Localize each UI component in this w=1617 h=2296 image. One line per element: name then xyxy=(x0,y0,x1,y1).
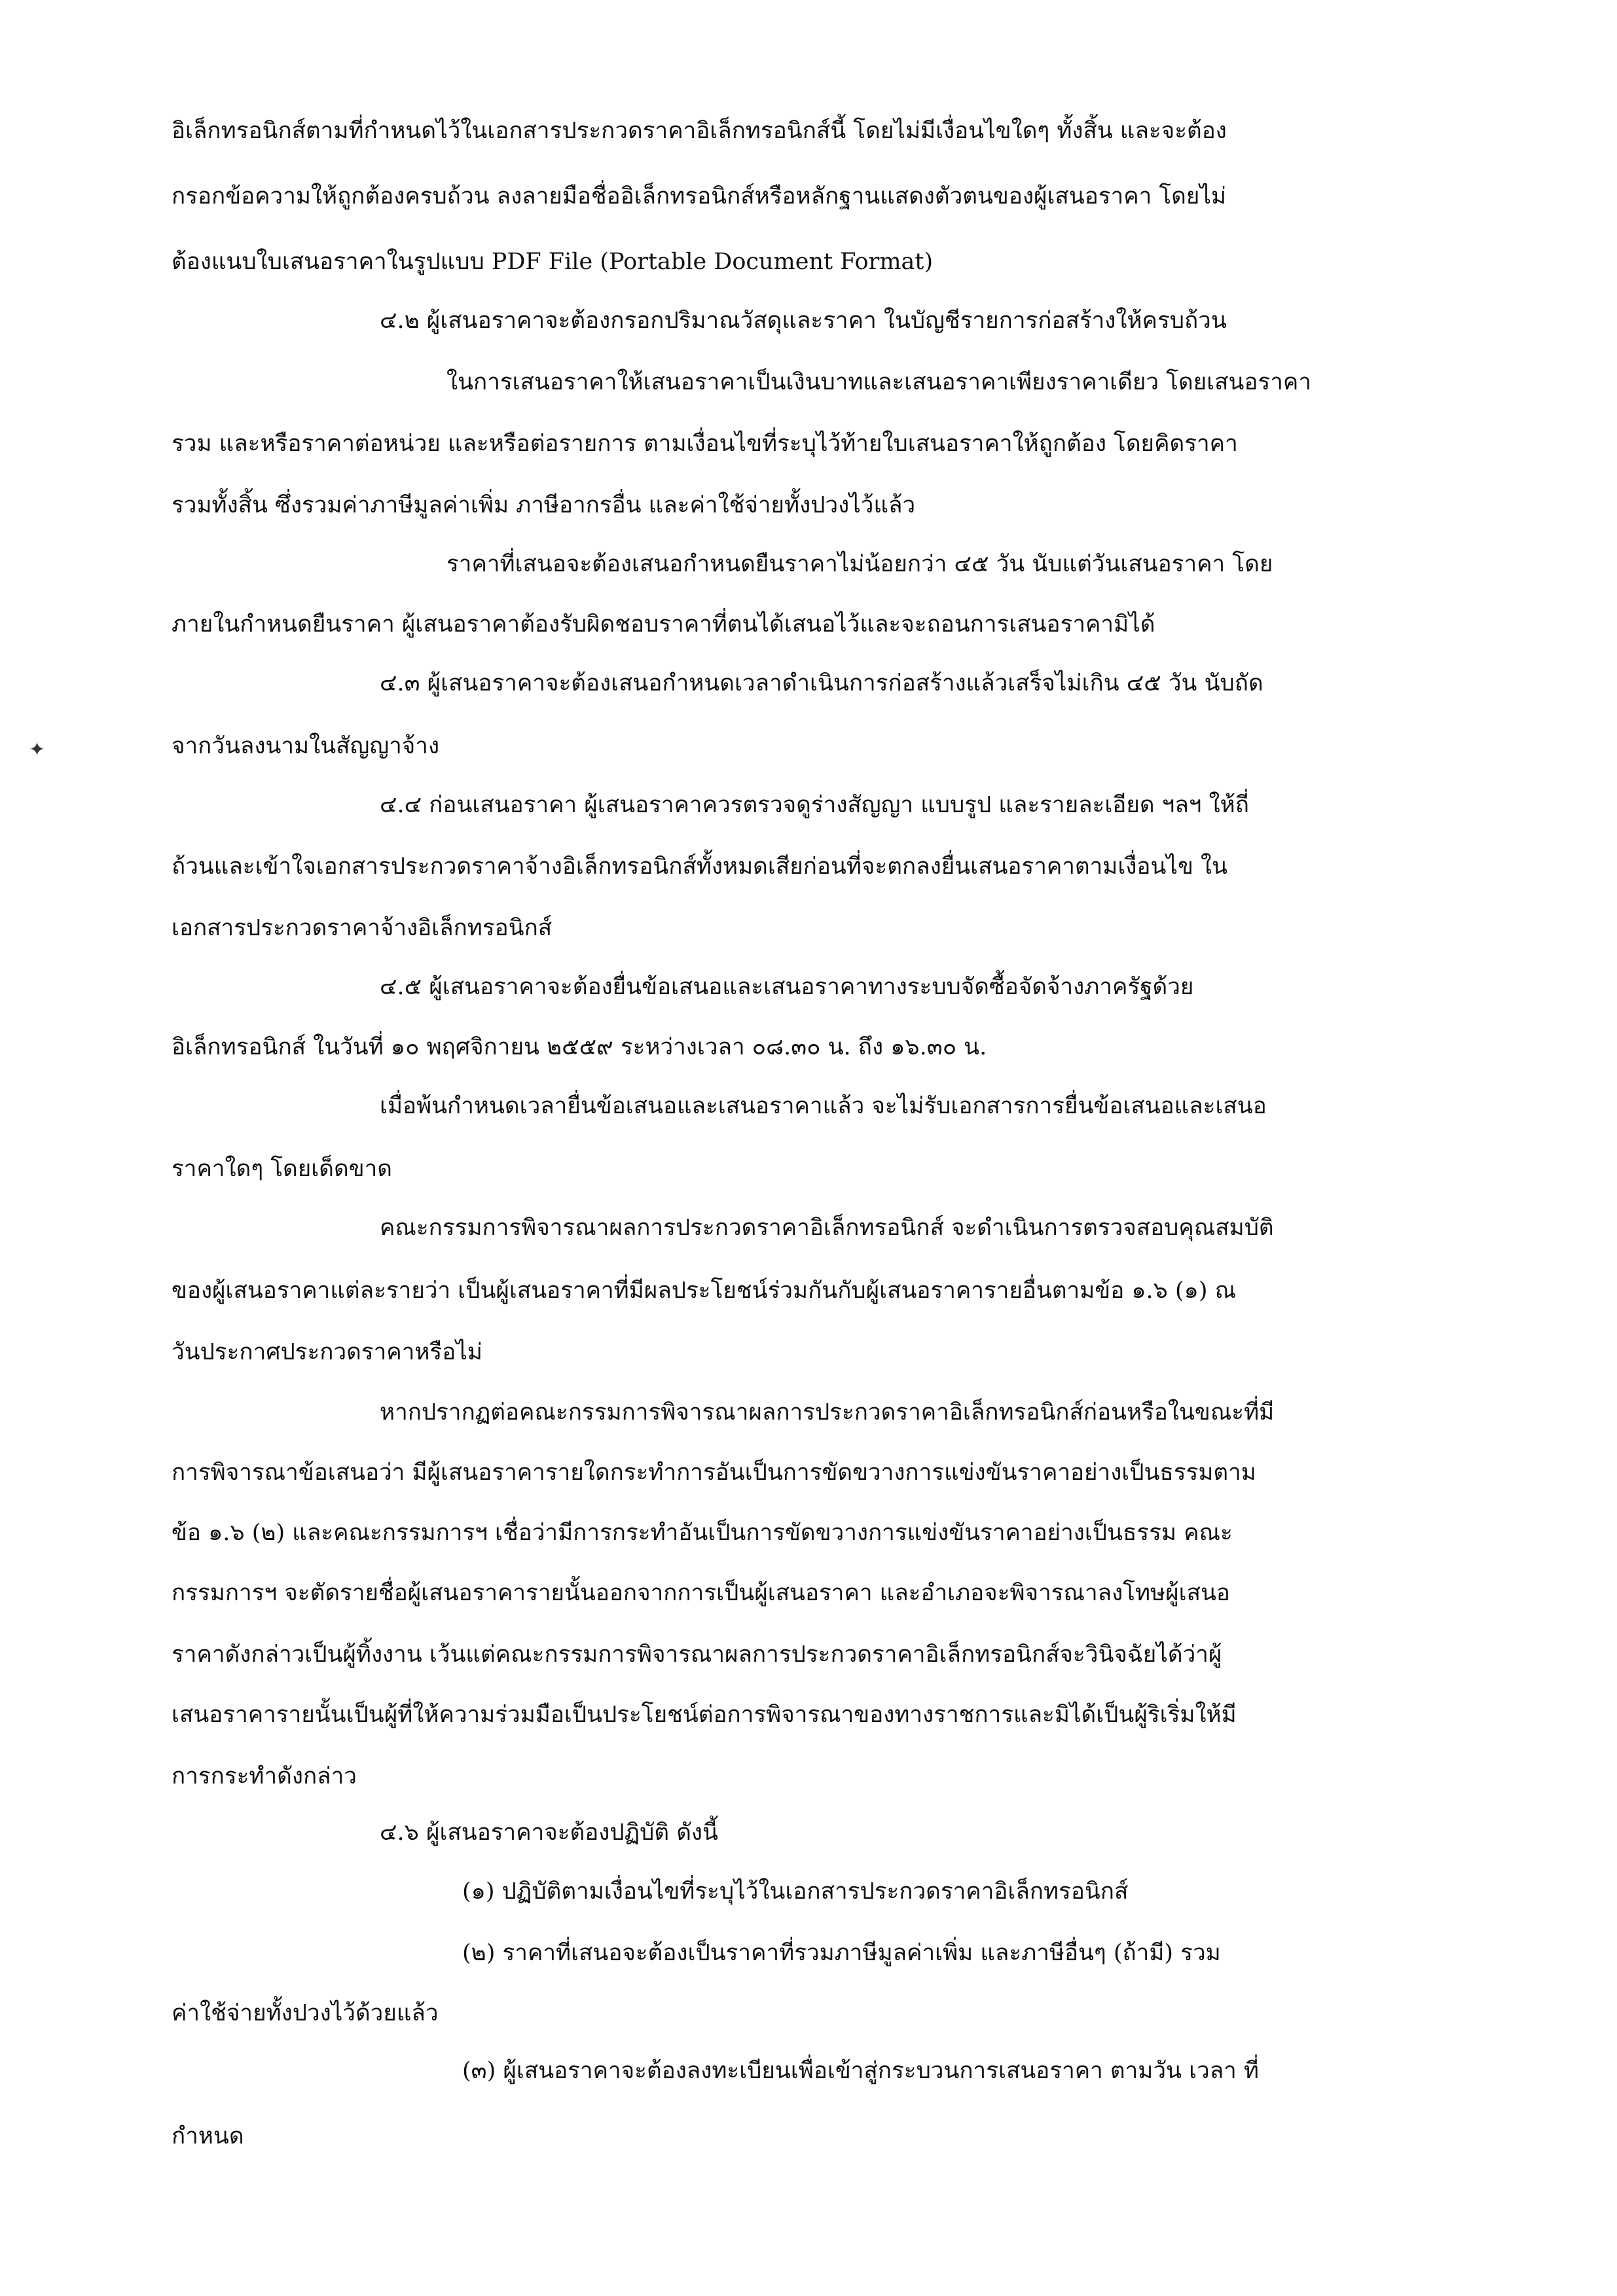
text-line: ภายในกำหนดยืนราคา ผู้เสนอราคาต้องรับผิดชอบราคาที่ตนได้เสนอไว้และจะถอนการเสนอราคามิได้ xyxy=(172,611,1155,637)
list-item-1: (๑) ปฏิบัติตามเงื่อนไขที่ระบุไว้ในเอกสารประกวดราคาอิเล็กทรอนิกส์ xyxy=(462,1878,1129,1905)
text-line: เอกสารประกวดราคาจ้างอิเล็กทรอนิกส์ xyxy=(172,915,553,941)
list-item-3: (๓) ผู้เสนอราคาจะต้องลงทะเบียนเพื่อเข้าสู่กระบวนการเสนอราคา ตามวัน เวลา ที่ xyxy=(462,2058,1260,2084)
text-line: รวมทั้งสิ้น ซึ่งรวมค่าภาษีมูลค่าเพิ่ม ภาษีอากรอื่น และค่าใช้จ่ายทั้งปวงไว้แล้ว xyxy=(172,492,916,518)
text-line: ของผู้เสนอราคาแต่ละรายว่า เป็นผู้เสนอราคาที่มีผลประโยชน์ร่วมกันกับผู้เสนอราคารายอื่นตามข้อ ๑.๖ (๑) ณ xyxy=(172,1278,1237,1304)
text-line: รวม และหรือราคาต่อหน่วย และหรือต่อรายการ ตามเงื่อนไขที่ระบุไว้ท้ายใบเสนอราคาให้ถูกต้อง โดยคิดราคา xyxy=(172,431,1238,457)
text-line: อิเล็กทรอนิกส์ตามที่กำหนดไว้ในเอกสารประกวดราคาอิเล็กทรอนิกส์นี้ โดยไม่มีเงื่อนไขใดๆ ทั้งสิ้น และจะต้อง xyxy=(172,118,1227,144)
section-4-3-line: ๔.๓ ผู้เสนอราคาจะต้องเสนอกำหนดเวลาดำเนินการก่อสร้างแล้วเสร็จไม่เกิน ๔๕ วัน นับถัด xyxy=(380,670,1263,696)
section-4-5-line: ๔.๕ ผู้เสนอราคาจะต้องยื่นข้อเสนอและเสนอราคาทางระบบจัดซื้อจัดจ้างภาครัฐด้วย xyxy=(380,974,1194,1000)
text-line: เสนอราคารายนั้นเป็นผู้ที่ให้ความร่วมมือเป็นประโยชน์ต่อการพิจารณาของทางราชการและมิได้เป็นผู้ริเริ่มให้มี xyxy=(172,1702,1237,1728)
text-line: ในการเสนอราคาให้เสนอราคาเป็นเงินบาทและเสนอราคาเพียงราคาเดียว โดยเสนอราคา xyxy=(446,369,1311,395)
text-line: ถ้วนและเข้าใจเอกสารประกวดราคาจ้างอิเล็กทรอนิกส์ทั้งหมดเสียก่อนที่จะตกลงยื่นเสนอราคาตามเงื่อนไข ใน xyxy=(172,853,1228,880)
list-item-2: (๒) ราคาที่เสนอจะต้องเป็นราคาที่รวมภาษีมูลค่าเพิ่ม และภาษีอื่นๆ (ถ้ามี) รวม xyxy=(462,1940,1221,1966)
text-line: การพิจารณาข้อเสนอว่า มีผู้เสนอราคารายใดกระทำการอันเป็นการขัดขวางการแข่งขันราคาอย่างเป็นธรรมตาม xyxy=(172,1460,1256,1486)
text-line: อิเล็กทรอนิกส์ ในวันที่ ๑๐ พฤศจิกายน ๒๕๕๙ ระหว่างเวลา ๐๘.๓๐ น. ถึง ๑๖.๓๐ น. xyxy=(172,1034,987,1060)
section-4-4-line: ๔.๔ ก่อนเสนอราคา ผู้เสนอราคาควรตรวจดูร่างสัญญา แบบรูป และรายละเอียด ฯลฯ ให้ถี่ xyxy=(380,792,1249,818)
text-line: วันประกาศประกวดราคาหรือไม่ xyxy=(172,1339,482,1365)
text-line: ต้องแนบใบเสนอราคาในรูปแบบ PDF File (Portable Document Format) xyxy=(172,249,934,275)
section-4-6-line: ๔.๖ ผู้เสนอราคาจะต้องปฏิบัติ ดังนี้ xyxy=(380,1820,718,1846)
text-line: กรรมการฯ จะตัดรายชื่อผู้เสนอราคารายนั้นออกจากการเป็นผู้เสนอราคา และอำเภอจะพิจารณาลงโทษผู้เสนอ xyxy=(172,1580,1230,1606)
text-line: หากปรากฏต่อคณะกรรมการพิจารณาผลการประกวดราคาอิเล็กทรอนิกส์ก่อนหรือในขณะที่มี xyxy=(380,1399,1275,1426)
section-4-2-line: ๔.๒ ผู้เสนอราคาจะต้องกรอกปริมาณวัสดุและราคา ในบัญชีรายการก่อสร้างให้ครบถ้วน xyxy=(380,308,1227,334)
text-line: จากวันลงนามในสัญญาจ้าง xyxy=(172,733,440,759)
text-line: กรอกข้อความให้ถูกต้องครบถ้วน ลงลายมือชื่ออิเล็กทรอนิกส์หรือหลักฐานแสดงตัวตนของผู้เสนอราคา โดยไม่ xyxy=(172,183,1227,209)
text-line: ราคาใดๆ โดยเด็ดขาด xyxy=(172,1156,393,1182)
text-line: คณะกรรมการพิจารณาผลการประกวดราคาอิเล็กทรอนิกส์ จะดำเนินการตรวจสอบคุณสมบัติ xyxy=(380,1215,1274,1241)
text-line: การกระทำดังกล่าว xyxy=(172,1763,357,1789)
text-line: เมื่อพ้นกำหนดเวลายื่นข้อเสนอและเสนอราคาแล้ว จะไม่รับเอกสารการยื่นข้อเสนอและเสนอ xyxy=(380,1093,1267,1119)
text-line: ราคาดังกล่าวเป็นผู้ทิ้งงาน เว้นแต่คณะกรรมการพิจารณาผลการประกวดราคาอิเล็กทรอนิกส์จะวินิจฉัยได้ว่าผู้ xyxy=(172,1641,1222,1668)
text-line: ราคาที่เสนอจะต้องเสนอกำหนดยืนราคาไม่น้อยกว่า ๔๕ วัน นับแต่วันเสนอราคา โดย xyxy=(446,551,1273,577)
text-line: ข้อ ๑.๖ (๒) และคณะกรรมการฯ เชื่อว่ามีการกระทำอันเป็นการขัดขวางการแข่งขันราคาอย่างเป็นธรรม คณะ xyxy=(172,1520,1233,1546)
text-line: กำหนด xyxy=(172,2123,244,2149)
scan-speck: ✦ xyxy=(29,738,46,761)
text-line: ค่าใช้จ่ายทั้งปวงไว้ด้วยแล้ว xyxy=(172,2000,439,2026)
